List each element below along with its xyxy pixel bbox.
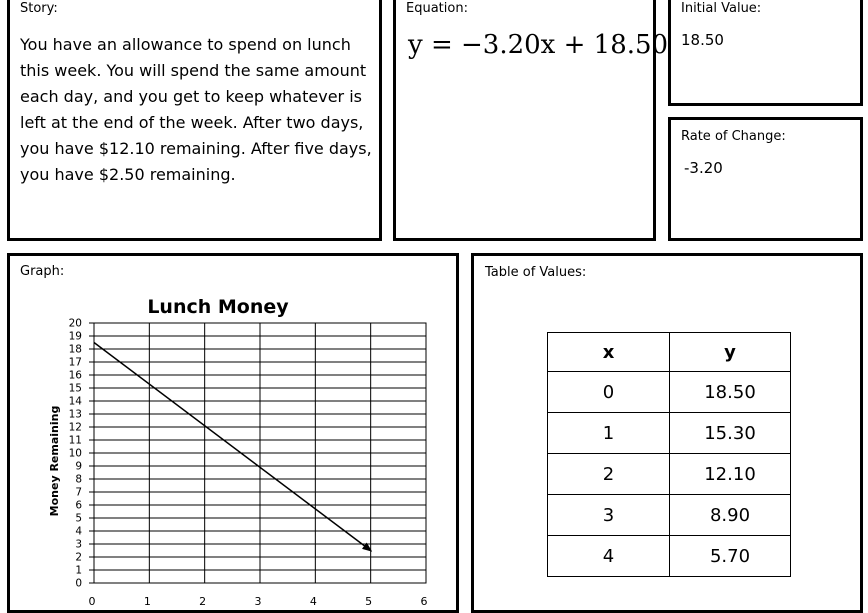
table-cell-y: 5.70	[670, 536, 791, 577]
table-cell-x: 2	[548, 454, 670, 495]
table-header-row	[548, 333, 791, 372]
table-row	[548, 454, 791, 495]
series-line	[94, 343, 371, 551]
graph-label: Graph:	[20, 264, 65, 279]
table-label: Table of Values:	[485, 265, 587, 280]
y-tick-label: 7	[75, 486, 82, 499]
y-tick-label: 18	[68, 343, 82, 356]
chart-title: Lunch Money	[147, 296, 289, 318]
y-tick-label: 5	[75, 512, 82, 525]
values-table	[547, 332, 791, 577]
table-cell-y: 15.30	[670, 413, 791, 454]
y-tick-label: 3	[75, 538, 82, 551]
y-tick-label: 12	[68, 421, 82, 434]
initial-value-panel	[668, 0, 863, 106]
y-tick-label: 10	[68, 447, 82, 460]
table-panel	[471, 253, 863, 613]
rate-of-change-panel	[668, 117, 863, 241]
lunch-money-chart	[10, 256, 456, 610]
graph-panel	[7, 253, 459, 613]
equation-label: Equation:	[406, 1, 468, 16]
y-tick-label: 11	[68, 434, 82, 447]
x-tick-label: 1	[143, 595, 151, 608]
table-row	[548, 495, 791, 536]
y-tick-label: 13	[68, 408, 82, 421]
rate-of-change-value: -3.20	[684, 159, 723, 177]
table-row	[548, 372, 791, 413]
y-tick-label: 17	[68, 356, 82, 369]
y-tick-label: 14	[68, 395, 82, 408]
y-tick-label: 1	[75, 564, 82, 577]
y-axis-label: Money Remaining	[48, 405, 61, 517]
y-tick-label: 4	[75, 525, 82, 538]
story-text: You have an allowance to spend on lunch this week. You will spend the same amount each day, and you get to keep whatever is left at the end of the week. After two days, you have $12.10 remaining. After five days, you have $2.50 remaining.	[20, 35, 372, 184]
equation-panel	[393, 0, 669, 241]
table-cell-x: 1	[548, 413, 670, 454]
y-tick-label: 0	[75, 577, 82, 590]
rate-of-change-label: Rate of Change:	[681, 129, 786, 144]
initial-value-label: Initial Value:	[681, 1, 762, 16]
y-tick-label: 9	[75, 460, 82, 473]
table-row	[548, 536, 791, 577]
equation-text: y = −3.20x + 18.50	[408, 30, 669, 60]
x-tick-label: 5	[365, 595, 373, 608]
y-tick-label: 8	[75, 473, 82, 486]
y-tick-label: 6	[75, 499, 82, 512]
x-tick-label: 4	[309, 595, 317, 608]
x-tick-label: 0	[88, 595, 96, 608]
table-cell-y: 12.10	[670, 454, 791, 495]
table-cell-y: 8.90	[670, 495, 791, 536]
story-panel	[7, 0, 382, 241]
x-tick-label: 2	[199, 595, 207, 608]
table-row	[548, 413, 791, 454]
y-tick-label: 20	[68, 317, 82, 330]
y-tick-label: 16	[68, 369, 82, 382]
table-cell-x: 0	[548, 372, 670, 413]
y-tick-label: 2	[75, 551, 82, 564]
y-tick-label: 19	[68, 330, 82, 343]
y-tick-label: 15	[68, 382, 82, 395]
initial-value-value: 18.50	[681, 31, 724, 49]
column-header-x: x	[548, 333, 670, 372]
table-cell-y: 18.50	[670, 372, 791, 413]
x-tick-label: 6	[420, 595, 428, 608]
table-cell-x: 3	[548, 495, 670, 536]
x-tick-label: 3	[254, 595, 262, 608]
column-header-y: y	[670, 333, 791, 372]
table-cell-x: 4	[548, 536, 670, 577]
story-label: Story:	[20, 1, 58, 16]
